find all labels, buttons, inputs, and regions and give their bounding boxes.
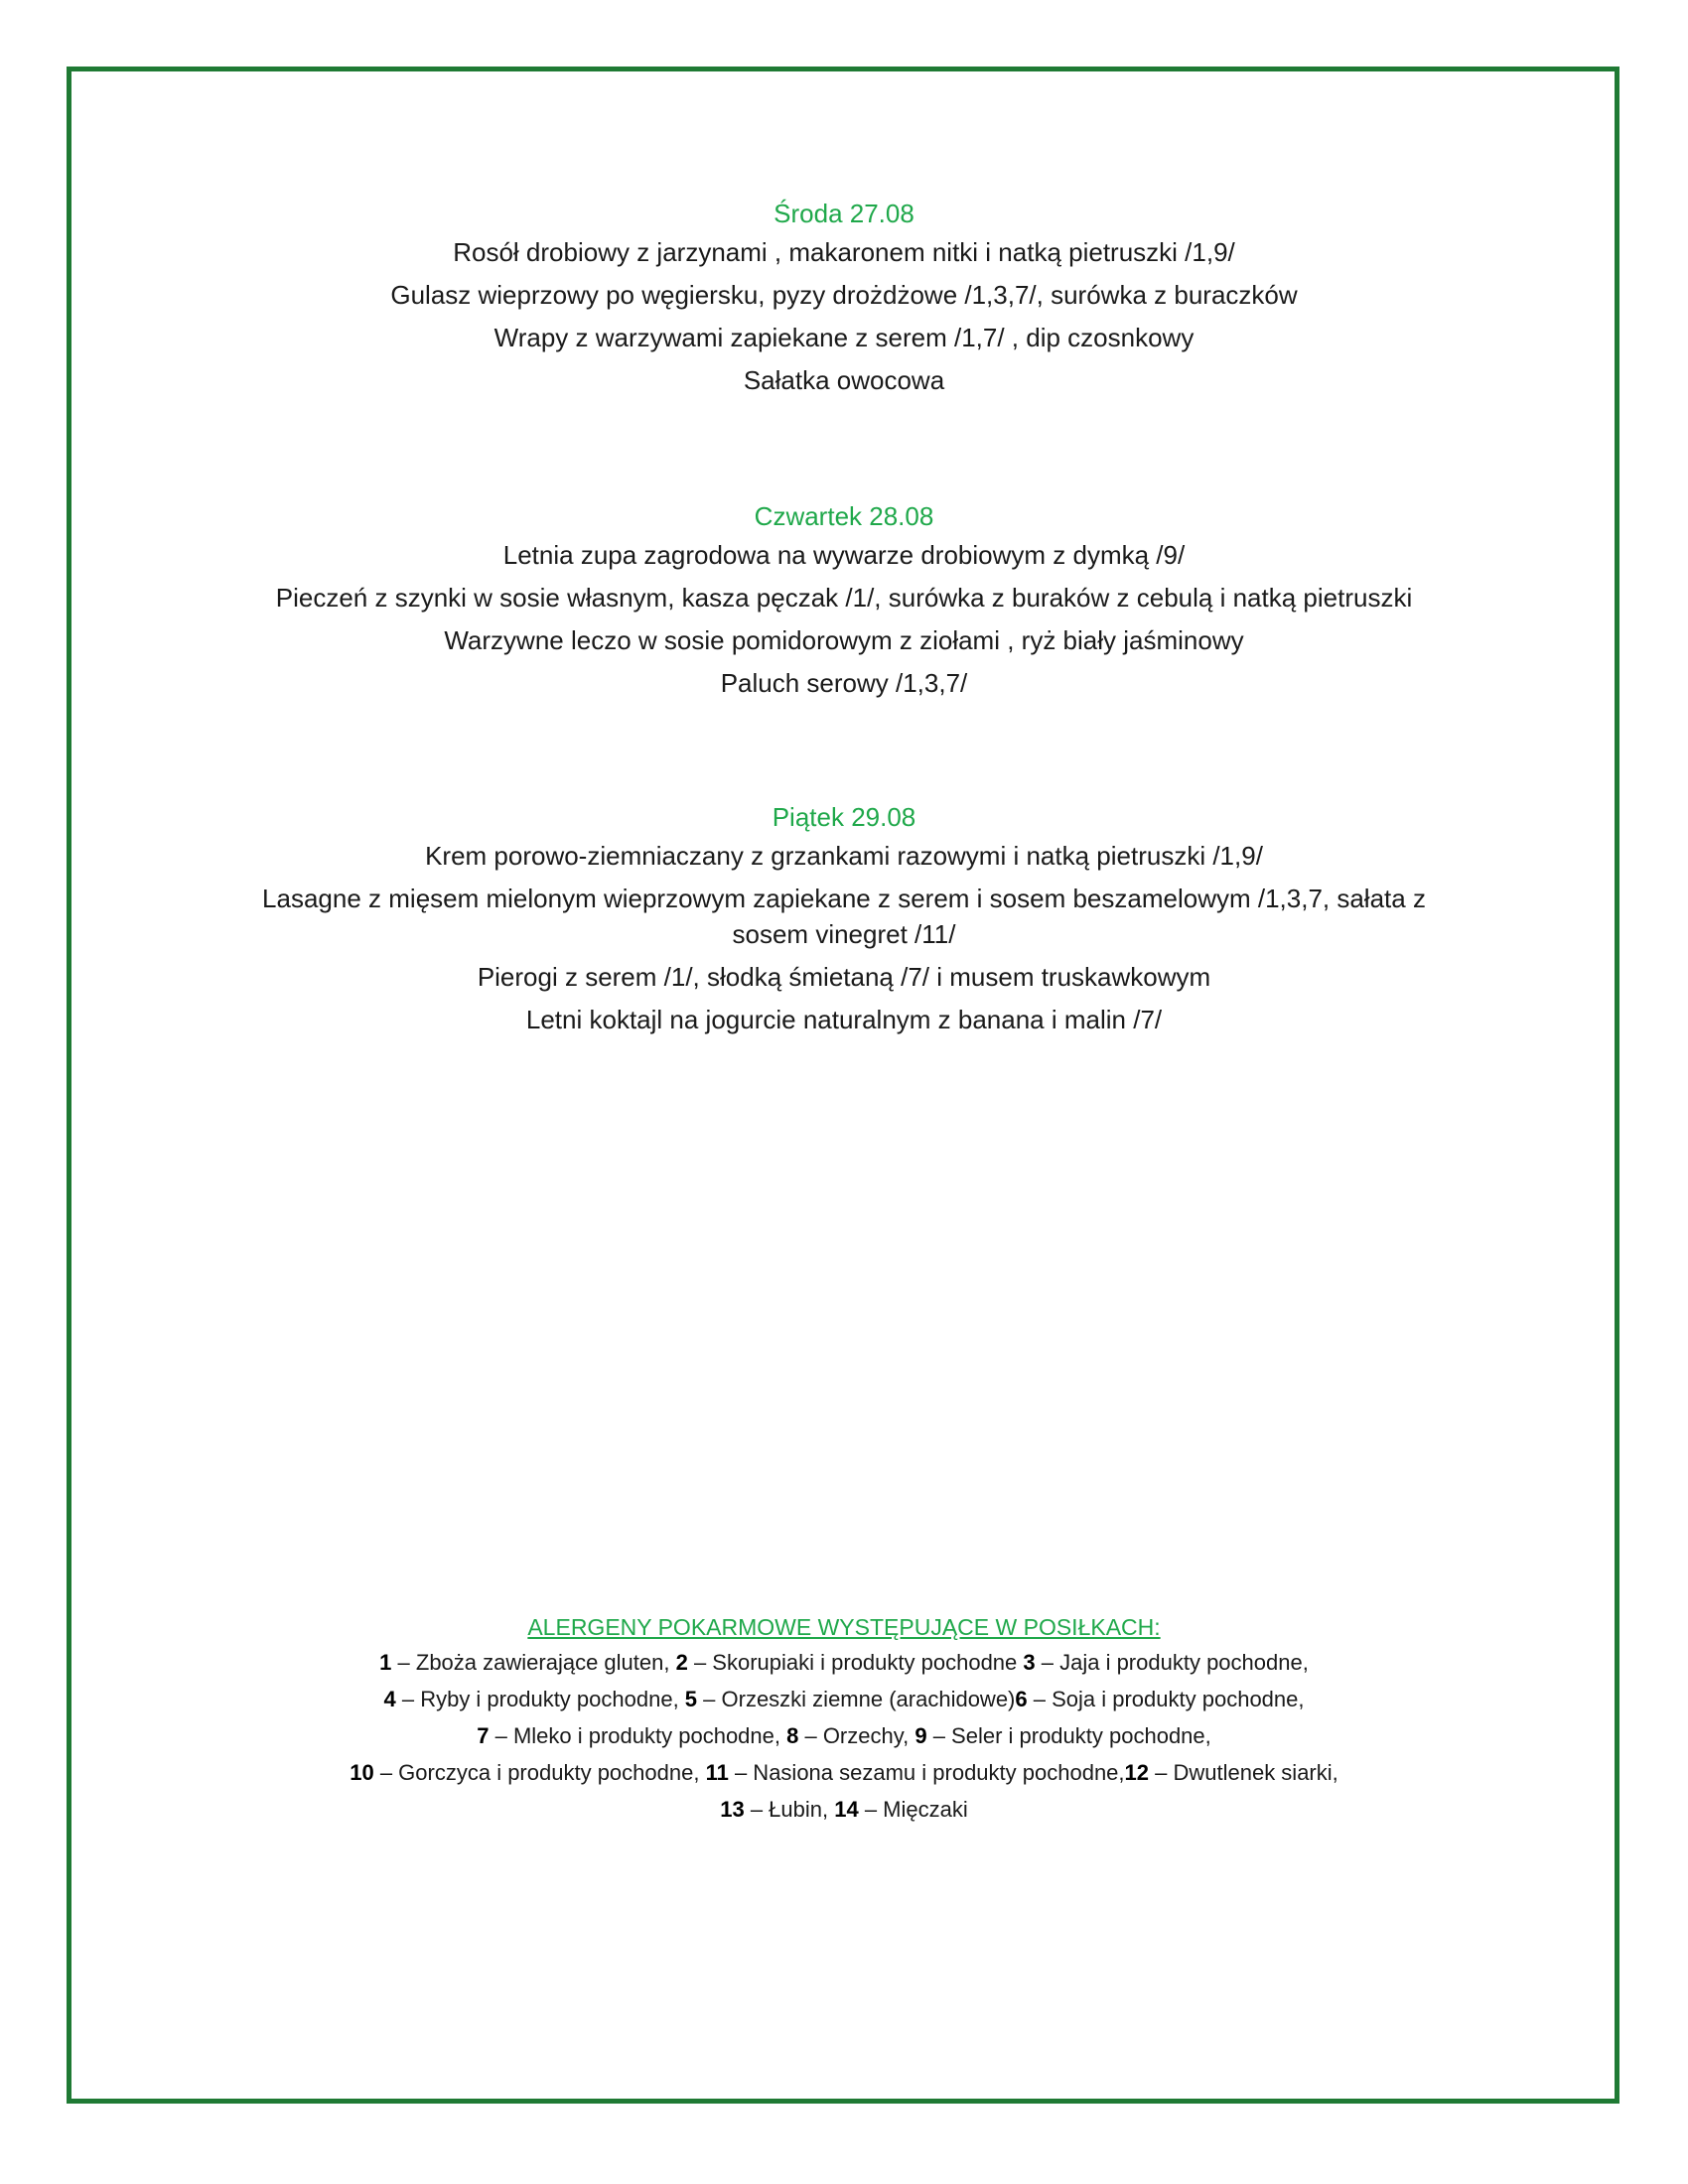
dish-item: Lasagne z mięsem mielonym wieprzowym zapiekane z serem i sosem beszamelowym /1,3,7, sałata z sosem vinegret /11/ (262, 884, 1426, 949)
allergen-number: 1 (379, 1650, 392, 1675)
allergen-text: – Orzechy, (798, 1723, 915, 1748)
allergen-line (0, 1681, 1688, 1717)
day-section-sroda (0, 196, 1688, 402)
allergen-text: – Ryby i produkty pochodne, (395, 1687, 685, 1711)
allergen-number: 3 (1023, 1650, 1036, 1675)
dish-item: Paluch serowy /1,3,7/ (720, 668, 968, 698)
allergen-number: 5 (684, 1687, 698, 1711)
allergen-text: – Soja i produkty pochodne, (1027, 1687, 1305, 1711)
allergen-line (0, 1717, 1688, 1754)
allergen-text: – Nasiona sezamu i produkty pochodne, (728, 1760, 1125, 1785)
allergen-text: – Mleko i produkty pochodne, (489, 1723, 787, 1748)
allergen-text: – Seler i produkty pochodne, (926, 1723, 1211, 1748)
allergen-number: 10 (350, 1760, 374, 1785)
allergens-section (0, 1610, 1688, 1828)
dish-item: Krem porowo-ziemniaczany z grzankami razowymi i natką pietruszki /1,9/ (425, 841, 1263, 871)
allergen-number: 2 (675, 1650, 688, 1675)
day-title: Środa 27.08 (774, 199, 914, 228)
day-section-piatek (0, 799, 1688, 1041)
allergen-text: – Skorupiaki i produkty pochodne (687, 1650, 1024, 1675)
dish-item: Rosół drobiowy z jarzynami , makaronem nitki i natką pietruszki /1,9/ (453, 237, 1235, 267)
allergen-line (0, 1791, 1688, 1828)
allergen-number: 11 (705, 1760, 729, 1785)
dish-item: Wrapy z warzywami zapiekane z serem /1,7/ , dip czosnkowy (493, 323, 1195, 352)
allergen-text: – Dwutlenek siarki, (1149, 1760, 1338, 1785)
dish-item: Gulasz wieprzowy po węgiersku, pyzy drożdżowe /1,3,7/, surówka z buraczków (390, 280, 1298, 310)
day-title: Czwartek 28.08 (754, 501, 934, 531)
day-title: Piątek 29.08 (772, 802, 916, 832)
allergen-number: 14 (834, 1797, 859, 1822)
allergen-text: – Orzeszki ziemne (arachidowe) (697, 1687, 1016, 1711)
dish-item: Letnia zupa zagrodowa na wywarze drobiowym z dymką /9/ (502, 540, 1186, 570)
dish-item: Pieczeń z szynki w sosie własnym, kasza pęczak /1/, surówka z buraków z cebulą i natką pietruszki (275, 583, 1413, 613)
allergen-number: 8 (786, 1723, 799, 1748)
allergen-text: – Jaja i produkty pochodne, (1035, 1650, 1309, 1675)
allergen-text: – Mięczaki (858, 1797, 968, 1822)
allergen-number: 9 (914, 1723, 927, 1748)
dish-item: Sałatka owocowa (743, 365, 945, 395)
allergen-line (0, 1644, 1688, 1681)
dish-item: Pierogi z serem /1/, słodką śmietaną /7/ i musem truskawkowym (477, 962, 1211, 992)
allergen-number: 7 (477, 1723, 490, 1748)
allergen-text: – Gorczyca i produkty pochodne, (373, 1760, 706, 1785)
dish-item: Warzywne leczo w sosie pomidorowym z ziołami , ryż biały jaśminowy (444, 625, 1244, 655)
allergens-title: ALERGENY POKARMOWE WYSTĘPUJĄCE W POSIŁKACH: (527, 1614, 1161, 1640)
dish-item: Letni koktajl na jogurcie naturalnym z banana i malin /7/ (525, 1005, 1163, 1034)
allergen-text: – Łubin, (744, 1797, 835, 1822)
allergen-number: 12 (1124, 1760, 1150, 1785)
day-section-czwartek (0, 498, 1688, 705)
allergen-line (0, 1754, 1688, 1791)
allergen-text: – Zboża zawierające gluten, (391, 1650, 676, 1675)
allergen-number: 4 (383, 1687, 396, 1711)
allergen-number: 13 (720, 1797, 745, 1822)
allergen-number: 6 (1015, 1687, 1028, 1711)
